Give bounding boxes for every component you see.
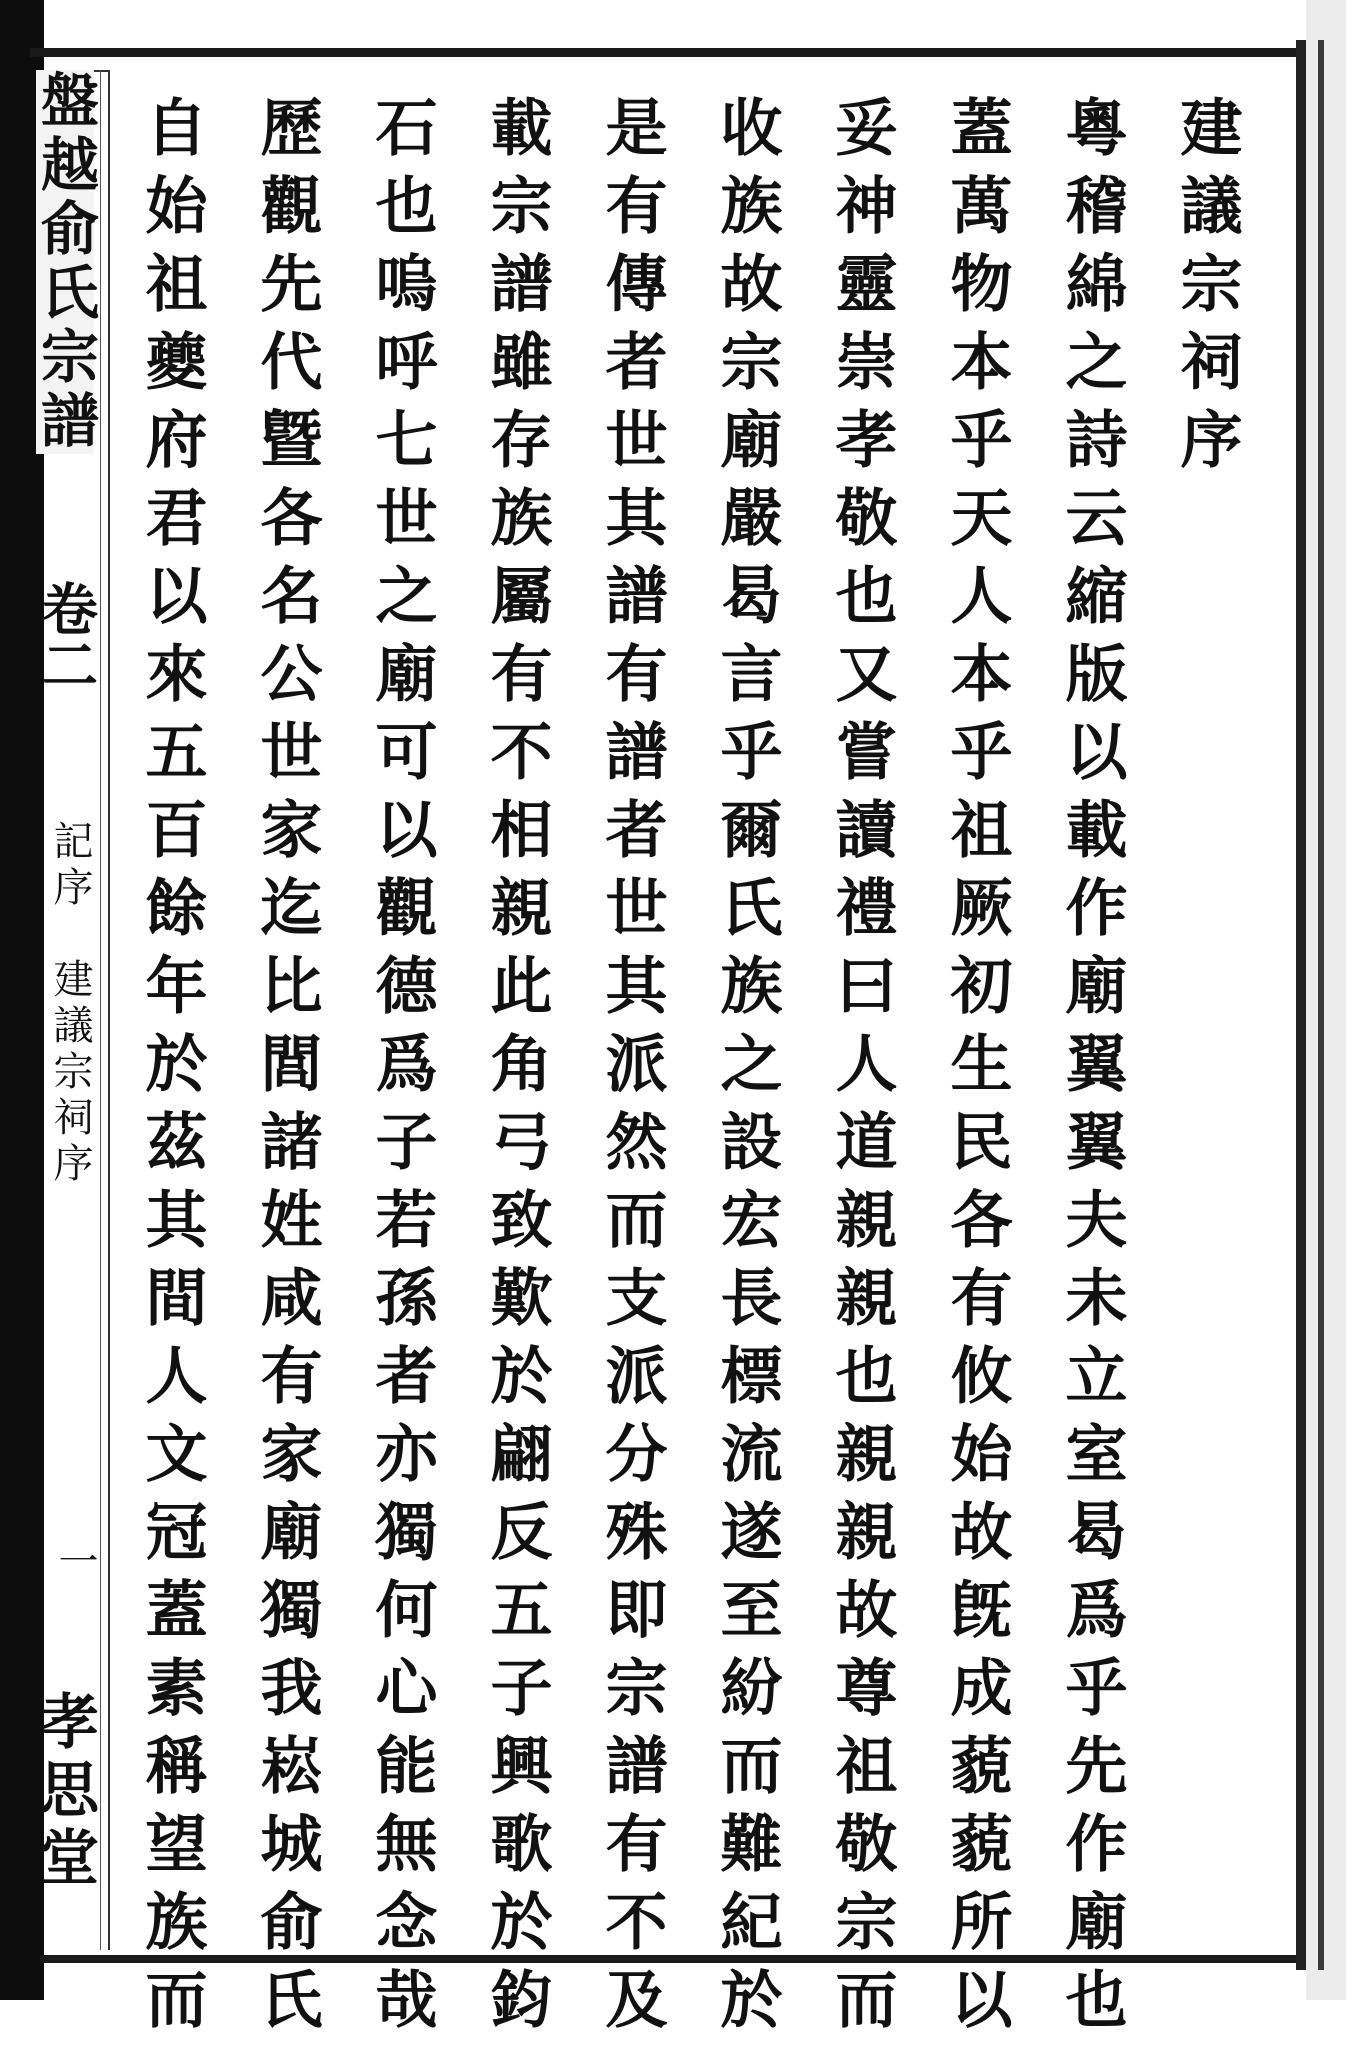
text-column-4: 收族故宗廟嚴曷言乎爾氏族之設宏長標流遂至紛而難紀於 bbox=[710, 95, 783, 2045]
margin-volume: 卷二 bbox=[33, 580, 99, 692]
text-column-9: 自始祖夔府君以來五百餘年於茲其間人文冠蓋素稱望族而 bbox=[135, 95, 208, 2045]
margin-divider-line bbox=[108, 70, 110, 1950]
margin-divider-line-inner bbox=[100, 70, 101, 1950]
margin-hall-name: 孝思堂 bbox=[29, 1690, 99, 1894]
text-column-8: 歷觀先代曁各名公世家迄比閭諸姓咸有家廟獨我崧城俞氏 bbox=[250, 95, 323, 2045]
text-column-7: 石也嗚呼七世之廟可以觀德爲子若孫者亦獨何心能無念哉 bbox=[365, 95, 438, 2045]
text-column-6: 載宗譜雖存族屬有不相親此角弓致歎於翩反五子興歌於鈞 bbox=[480, 95, 553, 2045]
margin-page-number: 一 bbox=[52, 1540, 98, 1580]
margin-section-title: 記序 建議宗祠序 bbox=[47, 820, 93, 1188]
page-right-border bbox=[1296, 40, 1306, 1970]
next-page-edge-line bbox=[1318, 40, 1324, 1970]
next-page-edge bbox=[1306, 0, 1346, 2000]
text-column-1: 粵稽綿之詩云縮版以載作廟翼翼夫未立室曷爲乎先作廟也 bbox=[1055, 95, 1128, 2045]
text-column-5: 是有傳者世其譜有譜者世其派然而支派分殊即宗譜有不及 bbox=[595, 95, 668, 2045]
text-column-2: 蓋萬物本乎天人本乎祖厥初生民各有攸始故旣成藐藐所以 bbox=[940, 95, 1013, 2045]
margin-book-title: 盤越俞氏宗譜 bbox=[31, 70, 99, 454]
top-border-rule bbox=[30, 48, 1305, 57]
text-column-3: 妥神靈崇孝敬也又嘗讀禮曰人道親親也親親故尊祖敬宗而 bbox=[825, 95, 898, 2045]
document-title: 建議宗祠序 bbox=[1170, 95, 1243, 485]
